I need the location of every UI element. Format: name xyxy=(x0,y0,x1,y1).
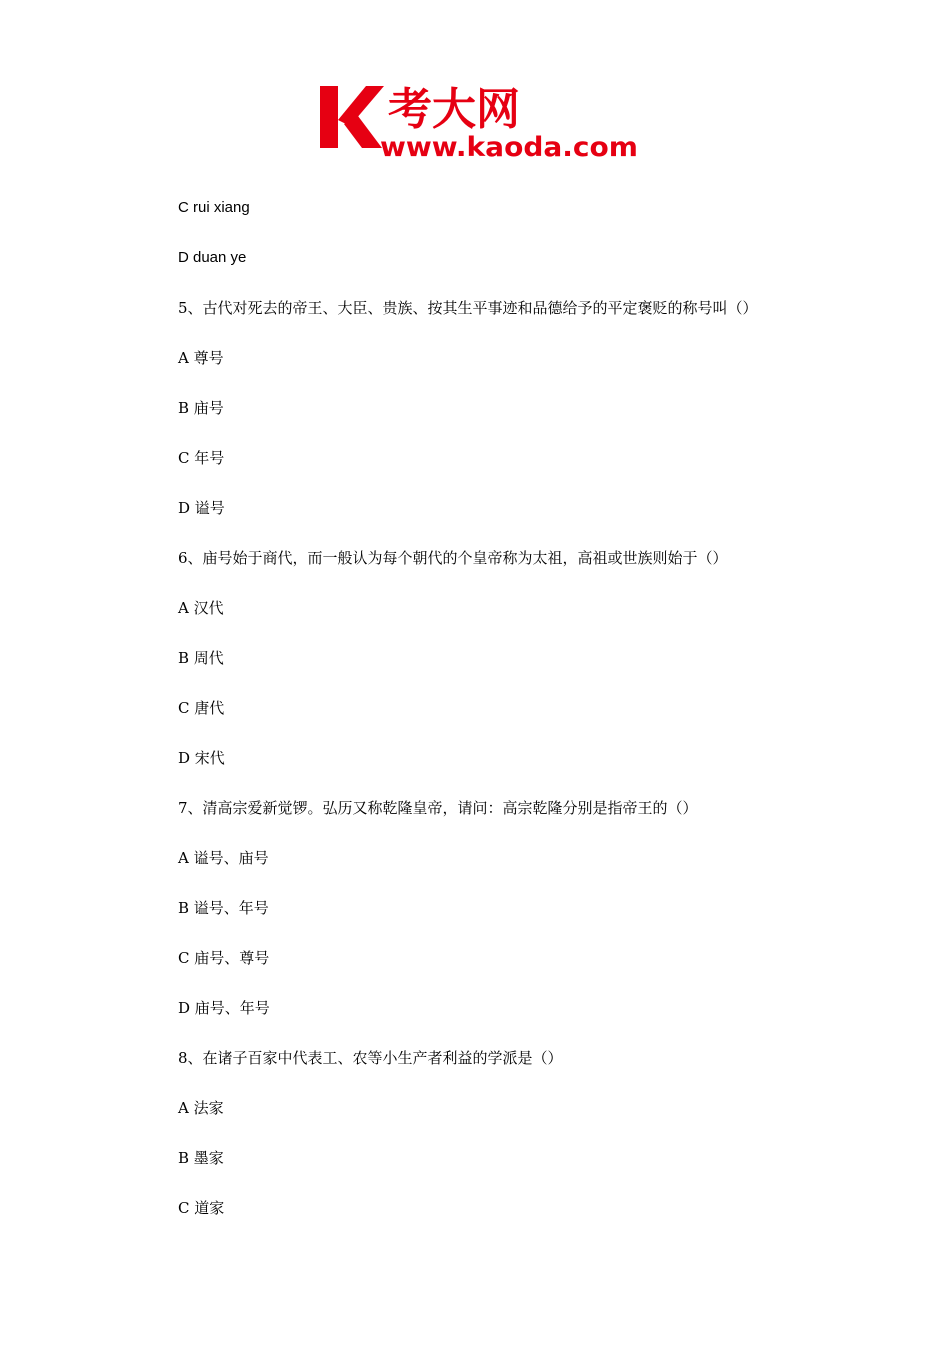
option-line: A 谥号、庙号 xyxy=(178,849,269,867)
question-6: 6、庙号始于商代，而一般认为每个朝代的个皇帝称为太祖，高祖或世族则始于（） xyxy=(178,549,728,567)
option-line: D 谥号 xyxy=(178,499,225,517)
option-line: A 尊号 xyxy=(178,349,224,367)
kaoda-logo-graphic xyxy=(318,80,640,160)
option-line: C 唐代 xyxy=(178,699,225,717)
question-8: 8、在诸子百家中代表工、农等小生产者利益的学派是（） xyxy=(178,1049,563,1067)
option-line: A 法家 xyxy=(178,1099,224,1117)
logo-url-text: www.kaoda.com xyxy=(380,132,638,160)
question-7: 7、清高宗爱新觉锣。弘历又称乾隆皇帝，请问：高宗乾隆分别是指帝王的（） xyxy=(178,799,698,817)
option-line: D 宋代 xyxy=(178,749,225,767)
logo-chinese-text: 考大网 xyxy=(388,84,520,135)
question-content xyxy=(178,196,818,1246)
kaoda-logo xyxy=(318,80,640,160)
option-line: B 墨家 xyxy=(178,1149,224,1167)
option-line: B 庙号 xyxy=(178,399,224,417)
option-line: C rui xiang xyxy=(178,199,250,216)
question-5: 5、古代对死去的帝王、大臣、贵族、按其生平事迹和品德给予的平定褒贬的称号叫（） xyxy=(178,299,758,317)
option-line: C 庙号、尊号 xyxy=(178,949,270,967)
option-line: C 年号 xyxy=(178,449,225,467)
logo-k-stem xyxy=(320,86,338,148)
option-line: D duan ye xyxy=(178,249,247,266)
logo-k-lower-arm xyxy=(344,116,382,148)
option-line: B 谥号、年号 xyxy=(178,899,269,917)
option-line: B 周代 xyxy=(178,649,224,667)
option-line: C 道家 xyxy=(178,1199,225,1217)
option-line: A 汉代 xyxy=(178,599,224,617)
option-line: D 庙号、年号 xyxy=(178,999,270,1017)
